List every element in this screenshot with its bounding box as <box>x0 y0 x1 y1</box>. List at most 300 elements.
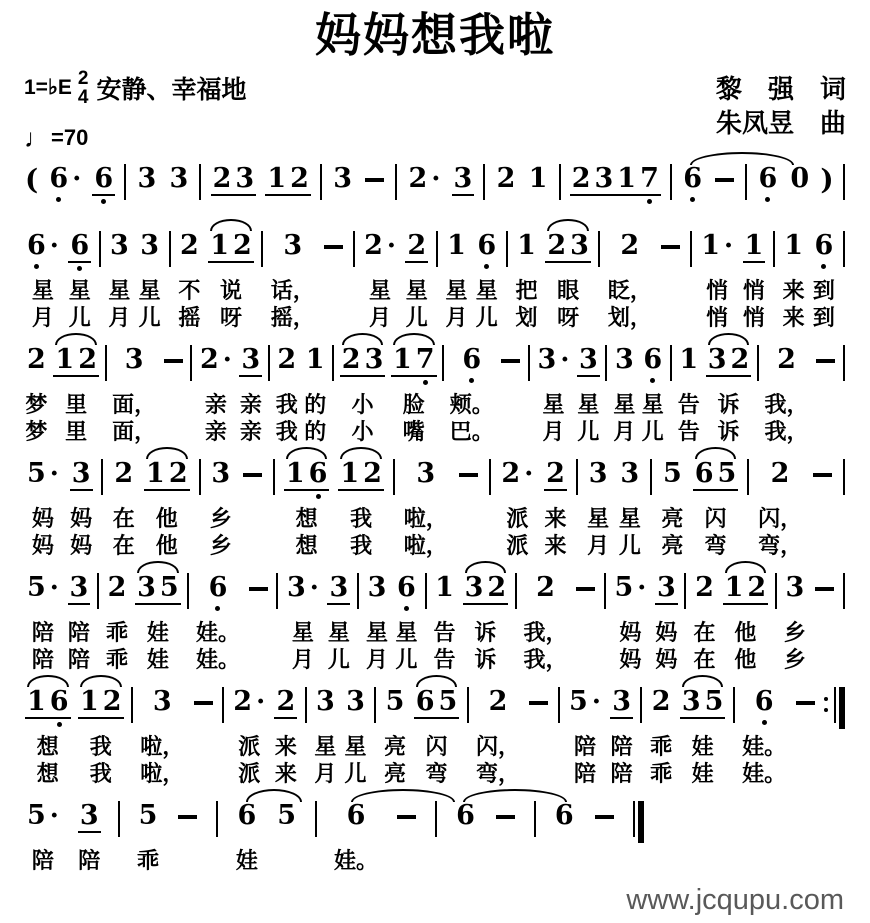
note-digit: 2 <box>179 229 199 261</box>
lyric-syllable-v2: 划 <box>515 304 538 330</box>
note <box>92 164 115 204</box>
dash-stroke <box>459 473 478 477</box>
beamed-group <box>135 573 181 613</box>
lyric-syllable-v1: 他 <box>734 619 757 645</box>
note-digit: 3 <box>620 457 640 489</box>
barline <box>123 164 127 211</box>
slur-arc <box>286 447 328 459</box>
lyric-syllable-v1: 闪 <box>425 733 448 759</box>
octave-dot <box>619 722 624 727</box>
key-signature: 1=♭E <box>24 76 72 100</box>
lyric-syllable-v2: 娃 <box>691 760 714 786</box>
note <box>144 459 167 499</box>
repeat-dots <box>824 687 828 723</box>
octave-dot <box>524 264 529 269</box>
note-column <box>475 687 521 788</box>
note <box>25 573 48 611</box>
octave-dot <box>34 722 39 727</box>
note-digit: 5 <box>438 685 458 717</box>
note <box>487 687 510 725</box>
barline <box>98 231 102 278</box>
lyric-syllable-v1: 想 <box>36 733 59 759</box>
note <box>47 164 70 202</box>
lyric-syllable-v2: 啦， <box>403 532 448 558</box>
note <box>178 231 201 269</box>
note <box>211 164 234 204</box>
barline-stroke <box>357 573 359 609</box>
note-column <box>46 164 84 211</box>
note <box>209 459 232 497</box>
octave-dot <box>454 264 459 269</box>
note-column <box>404 231 429 332</box>
octave-dot <box>469 378 474 383</box>
octave-dot <box>670 492 675 497</box>
beamed-group <box>570 164 661 204</box>
note-digit: 3 <box>416 457 436 489</box>
note-column <box>523 573 569 674</box>
dash-stroke <box>365 178 384 182</box>
note-digit: 5 <box>569 685 588 717</box>
lyric-syllable-v1: 告 <box>433 619 456 645</box>
dash-stroke <box>816 359 835 363</box>
lyric-syllable-v2: 我 <box>89 760 112 786</box>
slur-arc <box>465 561 507 573</box>
parenthesis: ) <box>820 162 834 196</box>
note-digit: 2 <box>407 229 427 261</box>
augmentation-dot: · <box>723 230 734 261</box>
octave-dot <box>371 380 376 385</box>
lyric-syllable-v1: 我， <box>764 391 809 417</box>
note-column <box>136 801 161 875</box>
lyric-syllable-v2: 派 <box>238 760 261 786</box>
octave-dot <box>176 197 181 202</box>
lyric-syllable-v1: 娃 <box>146 619 169 645</box>
note <box>158 573 181 613</box>
lyric-syllable-v1: 来 <box>782 277 805 303</box>
lyric-syllable-v1: 星 <box>327 619 350 645</box>
barline <box>352 231 356 278</box>
augmentation-dot: · <box>591 686 601 717</box>
lyric-syllable-v2: 在 <box>112 532 135 558</box>
barline <box>215 801 219 848</box>
lyric-syllable-v1: 星 <box>365 619 388 645</box>
note-column <box>679 687 727 788</box>
octave-dot <box>737 380 742 385</box>
lyric-syllable-v2: 诉 <box>474 646 497 672</box>
note-column <box>612 345 637 446</box>
note-digit: 1 <box>724 571 744 603</box>
note <box>340 345 363 385</box>
note-digit: 6 <box>346 799 366 831</box>
octave-dot <box>176 494 181 499</box>
lyric-syllable-v1: 说 <box>220 277 243 303</box>
note <box>570 164 593 204</box>
note <box>53 345 76 385</box>
barline-stroke <box>124 164 126 200</box>
note-digit: 5 <box>717 457 737 489</box>
note <box>641 345 664 383</box>
note <box>138 231 161 269</box>
credits <box>716 63 846 141</box>
barline-stroke <box>598 231 600 267</box>
duration-dash <box>161 345 186 392</box>
duration-dash <box>793 687 818 734</box>
octave-dot <box>34 378 39 383</box>
lyric-syllable-v2: 儿 <box>475 304 498 330</box>
slur-arc <box>416 675 458 687</box>
lyric-syllable-v2: 弯， <box>758 532 803 558</box>
note-digit: 6 <box>397 571 416 603</box>
octave-dot <box>400 380 405 385</box>
octave-dot <box>240 266 245 271</box>
octave-dot <box>85 380 90 385</box>
note-column <box>722 573 770 674</box>
lyric-syllable-v2: 悄 <box>706 304 729 330</box>
quarter-note-icon: ♩ <box>24 122 50 153</box>
lyric-syllable-v1: 星 <box>68 277 91 303</box>
dash-stroke <box>324 245 343 249</box>
octave-dot <box>562 834 567 839</box>
octave-dot <box>821 264 826 269</box>
beamed-group <box>545 231 591 271</box>
octave-dot <box>724 494 729 499</box>
note-column <box>705 345 753 446</box>
slur-arc <box>342 333 384 345</box>
octave-dot <box>496 720 501 725</box>
note-column <box>230 687 268 788</box>
octave-dot <box>751 266 756 271</box>
octave-dot <box>187 264 192 269</box>
note-column <box>607 231 653 332</box>
note <box>78 801 101 841</box>
octave-dot <box>712 722 717 727</box>
note-digit: 3 <box>169 162 189 194</box>
octave-dot <box>784 378 789 383</box>
tie-arc <box>463 789 567 802</box>
note <box>783 573 806 611</box>
note-column <box>390 345 438 446</box>
duration-dash <box>810 459 835 506</box>
duration-dash <box>240 459 265 506</box>
note-digit: 1 <box>146 457 165 489</box>
note <box>285 573 308 611</box>
note <box>167 459 190 499</box>
lyric-syllable-v1: 面， <box>112 391 157 417</box>
augmentation-dot: · <box>49 230 59 261</box>
lyric-syllable-v1: 眼 <box>557 277 580 303</box>
note-column <box>444 231 469 332</box>
note-digit: 3 <box>453 162 473 194</box>
dash-stroke <box>661 245 680 249</box>
lyric-syllable-v2: 来 <box>782 304 805 330</box>
octave-dot <box>791 264 796 269</box>
duration-dash <box>321 231 346 278</box>
octave-dot <box>147 264 152 269</box>
note-column <box>676 345 701 446</box>
octave-dot <box>370 494 375 499</box>
note-digit: 6 <box>683 162 702 194</box>
lyric-syllable-v2: 乖 <box>106 646 129 672</box>
note-column <box>69 459 94 560</box>
barline <box>100 459 104 506</box>
beamed-group <box>284 459 330 499</box>
note-column <box>210 164 258 211</box>
note <box>407 164 430 202</box>
note <box>235 801 258 839</box>
note <box>384 687 407 725</box>
octave-dot <box>144 197 149 202</box>
octave-dot <box>354 834 359 839</box>
lyric-syllable-v2: 他 <box>734 646 757 672</box>
barline-stroke <box>276 573 278 609</box>
note <box>463 573 486 613</box>
note-column <box>111 459 136 560</box>
note-column <box>111 345 157 446</box>
note <box>231 687 254 725</box>
tie-arc <box>246 789 302 802</box>
barline <box>649 459 653 506</box>
lyric-syllable-v1: 在 <box>693 619 716 645</box>
note-column <box>284 573 322 674</box>
slur-arc <box>725 561 767 573</box>
barline-stroke <box>320 164 322 200</box>
beamed-group <box>463 573 509 613</box>
note-column <box>105 573 130 674</box>
duration-dash <box>493 801 518 848</box>
note-digit: 3 <box>570 229 589 261</box>
octave-dot <box>349 380 354 385</box>
lyric-syllable-v1: 陪 <box>610 733 633 759</box>
note-digit: 2 <box>78 343 97 375</box>
lyric-syllable-v1: 星 <box>369 277 392 303</box>
lyric-syllable-v1: 颊。 <box>449 391 494 417</box>
note <box>568 231 591 271</box>
octave-dot <box>244 834 249 839</box>
lyric-syllable-v2: 想 <box>36 760 59 786</box>
note-column <box>303 345 328 446</box>
thick-stroke <box>839 687 845 729</box>
octave-dot <box>627 264 632 269</box>
lyric-syllable-v2: 儿 <box>138 304 161 330</box>
lyric-syllable-v2: 来 <box>544 532 567 558</box>
lyric-syllable-v2: 儿 <box>327 646 350 672</box>
lyric-syllable-v2: 陪 <box>573 760 596 786</box>
note-digit: 1 <box>701 229 720 261</box>
note-digit: 1 <box>435 571 454 603</box>
note-digit: 6 <box>814 229 834 261</box>
time-signature-top: 2 <box>77 67 89 89</box>
note <box>275 801 298 839</box>
note <box>618 459 641 497</box>
note-digit: 2 <box>168 457 188 489</box>
note-column <box>143 459 191 560</box>
note <box>76 345 99 385</box>
note-digit: 3 <box>137 162 157 194</box>
note-digit: 6 <box>27 229 46 261</box>
lyric-syllable-v2: 小 <box>351 418 374 444</box>
note <box>495 164 518 202</box>
octave-dot <box>218 492 223 497</box>
note-column <box>177 231 202 332</box>
note-column <box>462 573 510 674</box>
barline-stroke <box>515 573 517 609</box>
barline <box>639 687 643 734</box>
octave-dot <box>316 494 321 499</box>
barline-stroke <box>393 459 395 495</box>
note-column <box>526 164 551 211</box>
barline <box>488 459 492 506</box>
octave-dot <box>87 722 92 727</box>
barline-stroke <box>506 231 508 267</box>
note-column <box>609 687 634 788</box>
note-digit: 2 <box>487 571 507 603</box>
note-column <box>654 573 679 674</box>
barline <box>557 687 561 734</box>
octave-dot <box>240 720 245 725</box>
lyric-syllable-v1: 陪 <box>31 619 54 645</box>
note <box>106 573 129 611</box>
lyric-syllable-v2: 里 <box>65 418 88 444</box>
barline <box>466 687 470 734</box>
augmentation-dot: · <box>637 572 647 603</box>
note-digit: 5 <box>385 685 405 717</box>
note-digit: 5 <box>27 799 46 831</box>
lyric-syllable-v2: 啦， <box>140 760 185 786</box>
lyric-syllable-v1: 来 <box>274 733 297 759</box>
lyric-syllable-v2: 乡 <box>783 646 806 672</box>
augmentation-dot: · <box>256 686 266 717</box>
note-digit: 2 <box>364 229 383 261</box>
note-digit: 6 <box>49 685 69 717</box>
beamed-group <box>144 459 190 499</box>
note-column <box>67 573 92 674</box>
octave-dot <box>544 378 549 383</box>
note-digit: 2 <box>571 162 591 194</box>
note-digit: 2 <box>488 685 508 717</box>
note-column <box>274 345 299 446</box>
octave-dot <box>508 492 513 497</box>
octave-dot <box>554 266 559 271</box>
octave-dot <box>460 199 465 204</box>
augmentation-dot: · <box>222 344 232 375</box>
lyric-syllable-v2: 的 <box>304 418 327 444</box>
note-digit: 2 <box>212 162 232 194</box>
note-digit: 0 <box>790 162 810 194</box>
note-column <box>535 345 573 446</box>
slur-arc <box>80 675 122 687</box>
barline-stroke <box>442 345 444 381</box>
octave-dot <box>62 380 67 385</box>
octave-dot <box>484 264 489 269</box>
beamed-group <box>78 687 124 727</box>
note-digit: 3 <box>333 162 353 194</box>
note-column <box>569 164 662 211</box>
note <box>638 164 661 204</box>
duration-dash <box>394 801 419 848</box>
lyric-syllable-v1: 娃 <box>235 847 258 873</box>
note <box>405 231 428 271</box>
lyric-syllable-v2: 乖 <box>650 760 673 786</box>
barline <box>424 573 428 620</box>
notation-system <box>24 459 846 560</box>
lyric-syllable-v2: 巴。 <box>449 418 494 444</box>
barline <box>304 687 308 734</box>
lyric-syllable-v1: 星 <box>445 277 468 303</box>
note-digit: 2 <box>651 685 671 717</box>
barline <box>669 164 673 211</box>
barline <box>505 231 509 278</box>
octave-dot <box>207 378 212 383</box>
barline-stroke <box>222 687 224 723</box>
lyric-syllable-v2: 我， <box>764 418 809 444</box>
note-digit: 1 <box>79 685 99 717</box>
note-digit: 1 <box>447 229 466 261</box>
barline-stroke <box>650 459 652 495</box>
lyric-syllable-v2: 亮 <box>661 532 684 558</box>
note-column <box>680 164 705 211</box>
time-signature-bottom: 4 <box>77 86 89 108</box>
lyric-syllable-v1: 陪 <box>67 619 90 645</box>
beamed-group <box>338 459 384 499</box>
lyric-syllable-v1: 诉 <box>717 391 740 417</box>
note <box>677 345 700 383</box>
note <box>391 345 414 385</box>
lyric-syllable-v1: 闪， <box>758 505 803 531</box>
barline <box>772 231 776 278</box>
note-column <box>757 459 803 560</box>
note-digit: 3 <box>537 343 557 375</box>
dash-stroke <box>813 473 832 477</box>
note-digit: 6 <box>477 229 497 261</box>
note-column <box>764 345 810 446</box>
note-digit: 3 <box>110 229 129 261</box>
barline-stroke <box>467 687 469 723</box>
note <box>136 164 159 202</box>
lyric-syllable-v2: 月 <box>291 646 314 672</box>
note <box>433 573 456 611</box>
octave-dot <box>472 608 477 613</box>
lyric-syllable-v2: 我 <box>350 532 373 558</box>
note-column <box>137 231 162 332</box>
tempo-marking <box>24 123 246 154</box>
final-barline <box>632 801 645 848</box>
note-digit: 3 <box>367 571 387 603</box>
barline-stroke <box>315 801 317 837</box>
note-digit: 5 <box>614 571 634 603</box>
note <box>231 231 254 271</box>
dash-stroke <box>249 587 268 591</box>
note-column <box>139 687 185 788</box>
note-column <box>403 459 449 560</box>
octave-dot <box>294 606 299 611</box>
octave-dot <box>117 264 122 269</box>
note <box>567 687 590 725</box>
lyric-syllable-v2: 他 <box>155 532 178 558</box>
barline-stroke <box>843 345 845 381</box>
lyric-syllable-v2: 乡 <box>209 532 232 558</box>
note <box>239 345 262 385</box>
note <box>363 345 386 385</box>
note-column <box>451 164 476 211</box>
note-digit: 3 <box>124 343 144 375</box>
lyric-syllable-v1: 星 <box>405 277 428 303</box>
note-digit: 2 <box>233 229 252 261</box>
lyric-syllable-v2: 儿 <box>641 418 664 444</box>
barline <box>168 231 172 278</box>
note-column <box>24 573 62 674</box>
lyric-syllable-v1: 我 <box>89 733 112 759</box>
lyric-syllable-v1: 来 <box>544 505 567 531</box>
